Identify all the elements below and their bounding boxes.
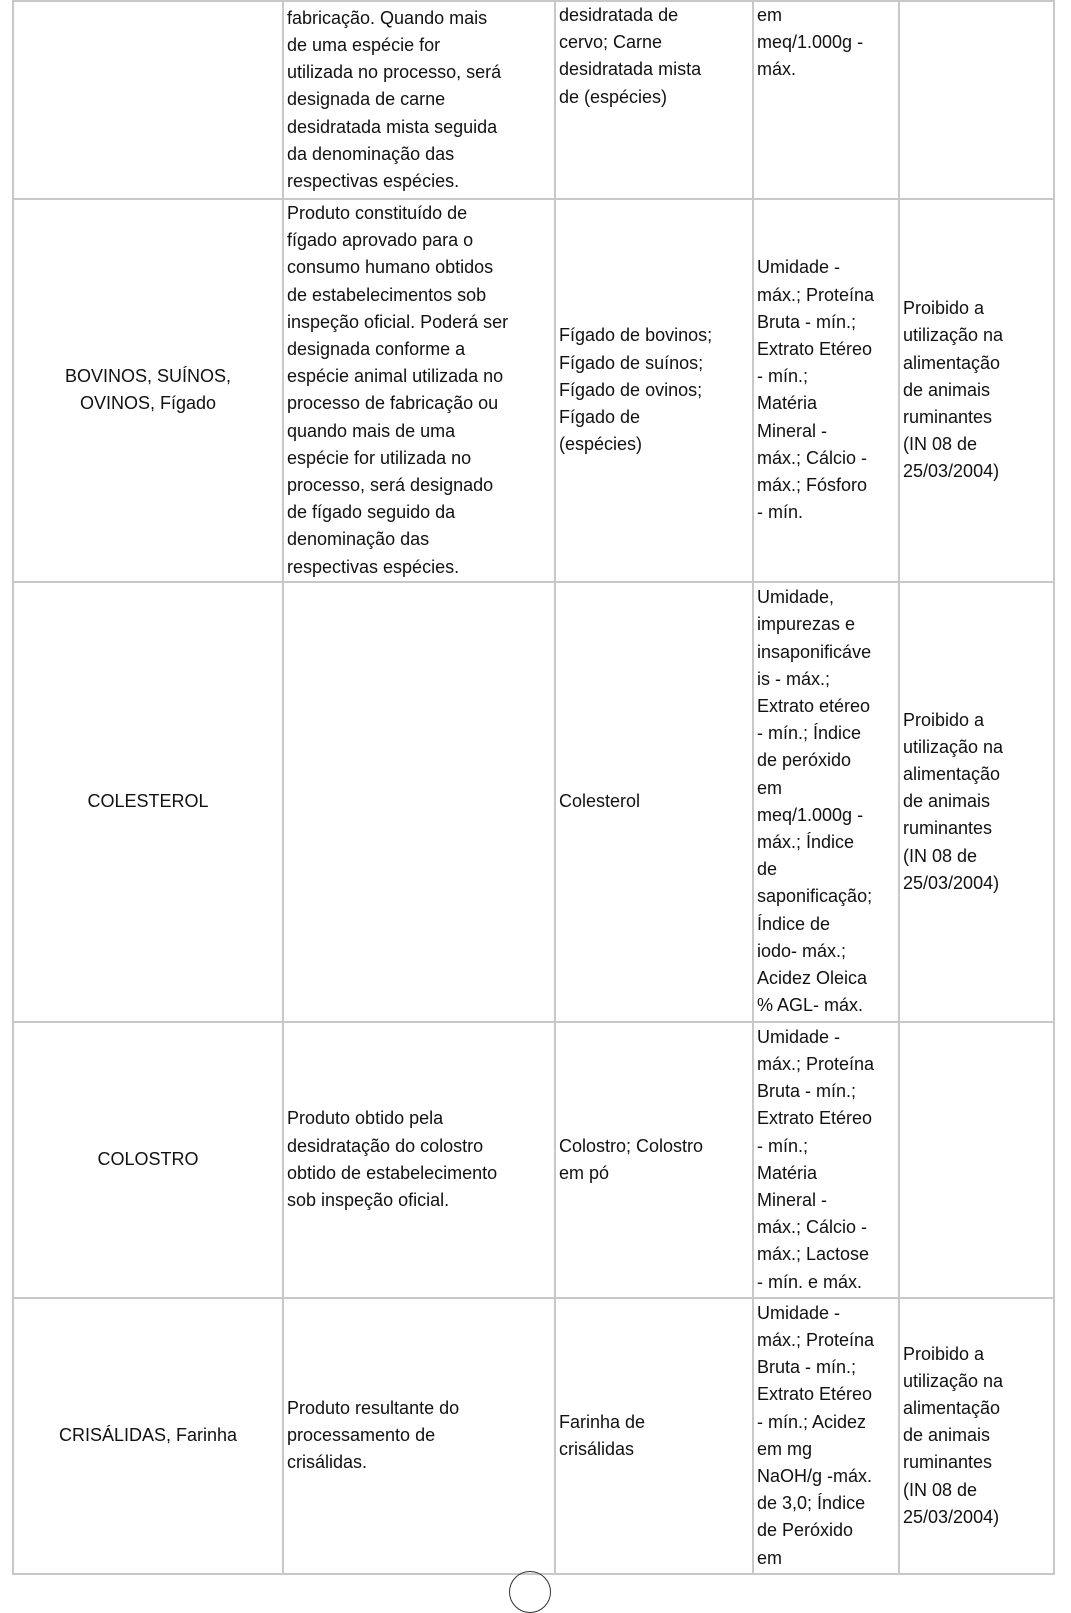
ingredient-cell <box>13 1 283 199</box>
ingredient-cell: COLOSTRO <box>13 1022 283 1298</box>
table-row <box>13 582 1054 1022</box>
restrictions-cell: Proibido a utilização na alimentação de animais ruminantes (IN 08 de 25/03/2004) <box>899 199 1054 582</box>
ingredient-cell: CRISÁLIDAS, Farinha <box>13 1298 283 1574</box>
guarantees-cell: Umidade - máx.; Proteína Bruta - mín.; Extrato Etéreo - mín.; Acidez em mg NaOH/g -máx. de 3,0; Índice de Peróxido em <box>753 1298 899 1574</box>
names-cell: Fígado de bovinos; Fígado de suínos; Fígado de ovinos; Fígado de (espécies) <box>555 199 753 582</box>
guarantees-cell: Umidade - máx.; Proteína Bruta - mín.; Extrato Etéreo - mín.; Matéria Mineral - máx.; Cálcio - máx.; Lactose - mín. e máx. <box>753 1022 899 1298</box>
description-cell: Produto obtido pela desidratação do colostro obtido de estabelecimento sob inspeção oficial. <box>283 1022 555 1298</box>
restrictions-cell: Proibido a utilização na alimentação de animais ruminantes (IN 08 de 25/03/2004) <box>899 582 1054 1022</box>
table-row <box>13 1022 1054 1298</box>
description-cell <box>283 582 555 1022</box>
table-row <box>13 1298 1054 1574</box>
table-row <box>13 1 1054 199</box>
names-cell: Farinha de crisálidas <box>555 1298 753 1574</box>
description-cell: fabricação. Quando mais de uma espécie for utilizada no processo, será designada de carne desidratada mista seguida da denominação das respectivas espécies. <box>283 1 555 199</box>
description-cell: Produto resultante do processamento de crisálidas. <box>283 1298 555 1574</box>
names-cell: Colostro; Colostro em pó <box>555 1022 753 1298</box>
names-cell: Colesterol <box>555 582 753 1022</box>
names-cell: desidratada de cervo; Carne desidratada mista de (espécies) <box>555 1 753 199</box>
restrictions-cell <box>899 1022 1054 1298</box>
ingredient-cell: BOVINOS, SUÍNOS, OVINOS, Fígado <box>13 199 283 582</box>
table-row <box>13 199 1054 582</box>
restrictions-cell <box>899 1 1054 199</box>
guarantees-cell: Umidade - máx.; Proteína Bruta - mín.; Extrato Etéreo - mín.; Matéria Mineral - máx.; Cálcio - máx.; Fósforo - mín. <box>753 199 899 582</box>
guarantees-cell: Umidade, impurezas e insaponificáve is - máx.; Extrato etéreo - mín.; Índice de peróxido em meq/1.000g - máx.; Índice de saponificação; Índice de iodo- máx.; Acidez Oleica % AGL- máx. <box>753 582 899 1022</box>
page-number-circle <box>509 1571 551 1613</box>
guarantees-cell: em meq/1.000g - máx. <box>753 1 899 199</box>
ingredient-cell: COLESTEROL <box>13 582 283 1022</box>
restrictions-cell: Proibido a utilização na alimentação de animais ruminantes (IN 08 de 25/03/2004) <box>899 1298 1054 1574</box>
description-cell: Produto constituído de fígado aprovado para o consumo humano obtidos de estabelecimentos sob inspeção oficial. Poderá ser designada conforme a espécie animal utilizada no processo de fabricação ou quando mais de uma espécie for utilizada no processo, será designado de fígado seguido da denominação das respectivas espécies. <box>283 199 555 582</box>
ingredients-table <box>12 0 1055 1575</box>
